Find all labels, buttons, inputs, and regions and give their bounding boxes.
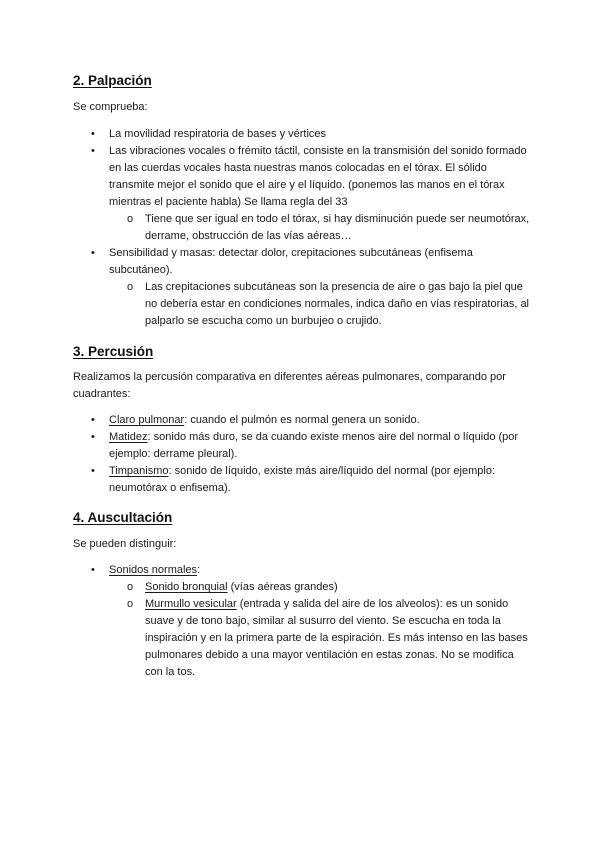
palpacion-list [73, 126, 533, 330]
term-claro-pulmonar: Claro pulmonar [109, 414, 185, 426]
list-item-text: Sensibilidad y masas: detectar dolor, crepitaciones subcutáneas (enfisema subcutáneo). [109, 247, 473, 276]
sub-list-item [109, 579, 533, 596]
list-item-text: : sonido de líquido, existe más aire/líquido del normal (por ejemplo: neumotórax o enfisema). [109, 465, 496, 494]
term-matidez: Matidez [109, 431, 148, 443]
sub-list-item-text: (entrada y salida del aire de los alveolos): es un sonido suave y de tono bajo, similar al susurro del viento. Se escucha en toda la inspiración y en la primera parte de la espiración. Es más intenso en las bases pulmonares debido a una mayor ventilación en estas zonas. No se modifica con la tos. [145, 598, 528, 678]
sub-bullet-icon: o [127, 581, 134, 593]
sub-list-item-text: Las crepitaciones subcutáneas son la presencia de aire o gas bajo la piel que no debería estar en condiciones normales, indica daño en vías respiratorias, al palparlo se escucha como un burbujeo o crujido. [145, 281, 530, 327]
percusion-list [73, 412, 533, 497]
list-item-text: : cuando el pulmón es normal genera un sonido. [184, 414, 420, 426]
list-item-text: Las vibraciones vocales o frémito táctil, consiste en la transmisión del sonido formado en las cuerdas vocales hasta nuestras manos colocadas en el tórax. El sólido transmite mejor el sonido que el aire y el líquido. (ponemos las manos en el tórax mientras el paciente habla) Se llama regla del 33 [109, 145, 527, 208]
sub-list [109, 579, 533, 681]
list-item-suffix: : [197, 564, 201, 576]
sub-bullet-icon: o [127, 598, 134, 610]
term-murmullo-vesicular: Murmullo vesicular [145, 598, 237, 610]
list-item [73, 126, 533, 143]
sub-list-item [109, 279, 533, 330]
bullet-icon: • [91, 128, 95, 140]
list-item [73, 463, 533, 497]
section-heading-palpacion: 2. Palpación [73, 73, 152, 88]
bullet-icon: • [91, 414, 95, 426]
auscultacion-list [73, 562, 533, 681]
sub-list [109, 279, 533, 330]
percusion-intro: Realizamos la percusión comparativa en diferentes aéreas pulmonares, comparando por cuadrantes: [73, 371, 506, 400]
term-sonidos-normales: Sonidos normales [109, 564, 198, 576]
section-heading-auscultacion: 4. Auscultación [73, 510, 173, 525]
bullet-icon: • [91, 247, 95, 259]
sub-bullet-icon: o [127, 281, 134, 293]
sub-list-item-text: (vías aéreas grandes) [227, 581, 338, 593]
bullet-icon: • [91, 431, 95, 443]
list-item-text: : sonido más duro, se da cuando existe menos aire del normal o líquido (por ejemplo: derrame pleural). [109, 431, 519, 460]
bullet-icon: • [91, 145, 95, 157]
auscultacion-intro: Se pueden distinguir: [73, 538, 177, 550]
sub-list-item [109, 211, 533, 245]
list-item [73, 562, 533, 681]
term-timpanismo: Timpanismo [109, 465, 169, 477]
list-item [73, 245, 533, 330]
bullet-icon: • [91, 564, 95, 576]
list-item [73, 429, 533, 463]
sub-list-item [109, 596, 533, 681]
list-item-text: La movilidad respiratoria de bases y vértices [109, 128, 327, 140]
sub-list [109, 211, 533, 245]
list-item [73, 412, 533, 429]
sub-bullet-icon: o [127, 213, 134, 225]
palpacion-intro: Se comprueba: [73, 101, 148, 113]
list-item [73, 143, 533, 245]
sub-list-item-text: Tiene que ser igual en todo el tórax, si hay disminución puede ser neumotórax, derrame, obstrucción de las vías aéreas… [145, 213, 530, 242]
bullet-icon: • [91, 465, 95, 477]
section-heading-percusion: 3. Percusión [73, 344, 154, 359]
term-sonido-bronquial: Sonido bronquial [145, 581, 228, 593]
